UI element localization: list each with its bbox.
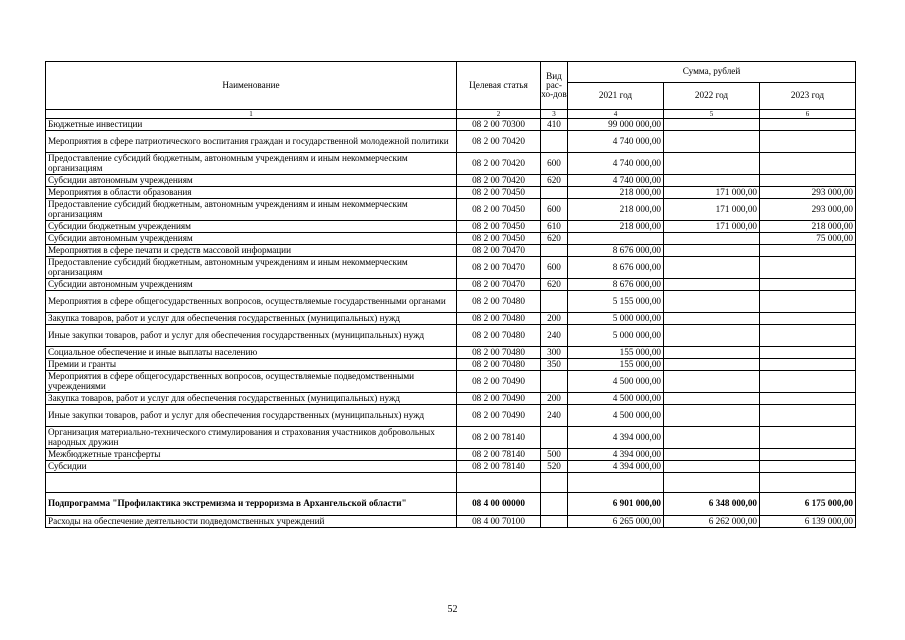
row-name: Межбюджетные трансферты <box>46 449 457 461</box>
row-amount-2022 <box>664 119 760 131</box>
row-target-code: 08 2 00 70450 <box>457 233 541 245</box>
row-amount-2022 <box>664 359 760 371</box>
row-amount-2022 <box>664 291 760 313</box>
row-name: Социальное обеспечение и иные выплаты населению <box>46 347 457 359</box>
row-target-code: 08 2 00 70490 <box>457 371 541 393</box>
row-amount-2022: 171 000,00 <box>664 221 760 233</box>
row-target-code: 08 2 00 70420 <box>457 175 541 187</box>
row-amount-2021: 6 901 000,00 <box>568 493 664 516</box>
col-num-1: 1 <box>46 110 457 119</box>
row-name: Субсидии автономным учреждениям <box>46 279 457 291</box>
row-amount-2021 <box>568 233 664 245</box>
row-amount-2021: 155 000,00 <box>568 359 664 371</box>
row-name: Предоставление субсидий бюджетным, автономным учреждениям и иным некоммерческим организациям <box>46 199 457 221</box>
row-name: Расходы на обеспечение деятельности подведомственных учреждений <box>46 516 457 528</box>
table-row <box>46 119 856 131</box>
table-row <box>46 313 856 325</box>
row-expense-type <box>541 427 568 449</box>
row-name: Субсидии автономным учреждениям <box>46 233 457 245</box>
table-row <box>46 516 856 528</box>
row-amount-2022 <box>664 449 760 461</box>
header-numbers-row <box>46 110 856 119</box>
row-amount-2023 <box>760 245 856 257</box>
row-expense-type <box>541 291 568 313</box>
col-num-3: 3 <box>541 110 568 119</box>
row-target-code: 08 2 00 70420 <box>457 153 541 175</box>
row-amount-2023 <box>760 279 856 291</box>
row-amount-2022 <box>664 233 760 245</box>
header-name: Наименование <box>46 62 457 110</box>
table-row <box>46 199 856 221</box>
row-expense-type: 240 <box>541 325 568 347</box>
row-amount-2023 <box>760 449 856 461</box>
table-row <box>46 153 856 175</box>
row-amount-2021: 218 000,00 <box>568 199 664 221</box>
row-amount-2021: 218 000,00 <box>568 221 664 233</box>
row-amount-2022 <box>664 461 760 473</box>
row-target-code <box>457 473 541 493</box>
row-amount-2022 <box>664 347 760 359</box>
row-amount-2023: 218 000,00 <box>760 221 856 233</box>
row-expense-type: 600 <box>541 257 568 279</box>
row-amount-2023: 293 000,00 <box>760 199 856 221</box>
row-name: Премии и гранты <box>46 359 457 371</box>
row-expense-type: 520 <box>541 461 568 473</box>
row-amount-2023 <box>760 359 856 371</box>
row-amount-2022 <box>664 175 760 187</box>
table-row <box>46 187 856 199</box>
row-amount-2023: 6 139 000,00 <box>760 516 856 528</box>
row-name: Подпрограмма "Профилактика экстремизма и терроризма в Архангельской области" <box>46 493 457 516</box>
row-target-code: 08 2 00 70420 <box>457 131 541 153</box>
row-amount-2022 <box>664 153 760 175</box>
row-amount-2023 <box>760 131 856 153</box>
row-amount-2023 <box>760 347 856 359</box>
row-target-code: 08 2 00 70480 <box>457 325 541 347</box>
row-amount-2021: 218 000,00 <box>568 187 664 199</box>
row-target-code: 08 2 00 70470 <box>457 245 541 257</box>
row-name: Субсидии <box>46 461 457 473</box>
row-amount-2023: 75 000,00 <box>760 233 856 245</box>
row-expense-type: 200 <box>541 393 568 405</box>
row-expense-type: 620 <box>541 279 568 291</box>
table-row <box>46 473 856 493</box>
row-expense-type: 600 <box>541 199 568 221</box>
col-num-2: 2 <box>457 110 541 119</box>
row-amount-2022 <box>664 131 760 153</box>
row-target-code: 08 2 00 78140 <box>457 427 541 449</box>
row-amount-2023 <box>760 175 856 187</box>
page-number: 52 <box>447 604 458 615</box>
row-amount-2022 <box>664 245 760 257</box>
row-amount-2023 <box>760 119 856 131</box>
table-row <box>46 131 856 153</box>
header-target: Целевая статья <box>457 62 541 110</box>
row-amount-2021: 4 740 000,00 <box>568 175 664 187</box>
row-expense-type <box>541 371 568 393</box>
row-target-code: 08 4 00 00000 <box>457 493 541 516</box>
row-expense-type <box>541 245 568 257</box>
row-name <box>46 473 457 493</box>
row-expense-type: 600 <box>541 153 568 175</box>
table-row <box>46 427 856 449</box>
row-amount-2022: 171 000,00 <box>664 199 760 221</box>
row-name: Организация материально-технического стимулирования и страхования участников добровольных народных дружин <box>46 427 457 449</box>
header-2023: 2023 год <box>760 83 856 110</box>
row-name: Иные закупки товаров, работ и услуг для обеспечения государственных (муниципальных) нужд <box>46 405 457 427</box>
table-row <box>46 393 856 405</box>
row-target-code: 08 2 00 70300 <box>457 119 541 131</box>
row-target-code: 08 2 00 70480 <box>457 291 541 313</box>
row-amount-2021: 4 500 000,00 <box>568 405 664 427</box>
table-row <box>46 175 856 187</box>
row-expense-type <box>541 131 568 153</box>
row-amount-2023: 6 175 000,00 <box>760 493 856 516</box>
row-amount-2023 <box>760 257 856 279</box>
col-num-5: 5 <box>664 110 760 119</box>
row-amount-2021: 4 394 000,00 <box>568 449 664 461</box>
row-amount-2021: 8 676 000,00 <box>568 257 664 279</box>
header-vid: Вид рас-хо-дов <box>541 62 568 110</box>
row-amount-2021: 4 740 000,00 <box>568 131 664 153</box>
header-2022: 2022 год <box>664 83 760 110</box>
row-name: Субсидии бюджетным учреждениям <box>46 221 457 233</box>
row-target-code: 08 2 00 70490 <box>457 393 541 405</box>
row-expense-type: 240 <box>541 405 568 427</box>
row-amount-2022: 6 262 000,00 <box>664 516 760 528</box>
row-target-code: 08 2 00 78140 <box>457 461 541 473</box>
row-amount-2022 <box>664 473 760 493</box>
col-num-6: 6 <box>760 110 856 119</box>
table-row <box>46 221 856 233</box>
row-name: Мероприятия в сфере общегосударственных вопросов, осуществляемые подведомственными учреждениями <box>46 371 457 393</box>
row-amount-2023 <box>760 473 856 493</box>
row-name: Предоставление субсидий бюджетным, автономным учреждениям и иным некоммерческим организациям <box>46 257 457 279</box>
row-amount-2022 <box>664 325 760 347</box>
row-name: Мероприятия в сфере общегосударственных вопросов, осуществляемые государственными органами <box>46 291 457 313</box>
row-amount-2023 <box>760 153 856 175</box>
row-name: Мероприятия в сфере печати и средств массовой информации <box>46 245 457 257</box>
row-name: Иные закупки товаров, работ и услуг для обеспечения государственных (муниципальных) нужд <box>46 325 457 347</box>
table-row <box>46 449 856 461</box>
row-amount-2021: 155 000,00 <box>568 347 664 359</box>
row-amount-2022 <box>664 279 760 291</box>
budget-table <box>45 61 856 528</box>
table-row <box>46 347 856 359</box>
row-amount-2022 <box>664 427 760 449</box>
header-sum: Сумма, рублей <box>568 62 856 83</box>
row-target-code: 08 2 00 70470 <box>457 257 541 279</box>
row-name: Мероприятия в сфере патриотического воспитания граждан и государственной молодежной политики <box>46 131 457 153</box>
row-amount-2022 <box>664 313 760 325</box>
row-amount-2023 <box>760 371 856 393</box>
table-row <box>46 405 856 427</box>
row-amount-2023 <box>760 427 856 449</box>
row-target-code: 08 2 00 70450 <box>457 199 541 221</box>
row-amount-2022 <box>664 405 760 427</box>
row-name: Предоставление субсидий бюджетным, автономным учреждениям и иным некоммерческим организациям <box>46 153 457 175</box>
row-target-code: 08 2 00 70490 <box>457 405 541 427</box>
row-amount-2022: 6 348 000,00 <box>664 493 760 516</box>
table-row <box>46 279 856 291</box>
row-expense-type: 610 <box>541 221 568 233</box>
table-row <box>46 461 856 473</box>
row-target-code: 08 2 00 70470 <box>457 279 541 291</box>
row-amount-2021: 5 000 000,00 <box>568 313 664 325</box>
row-expense-type: 300 <box>541 347 568 359</box>
row-expense-type <box>541 493 568 516</box>
row-expense-type: 620 <box>541 175 568 187</box>
row-amount-2021: 5 155 000,00 <box>568 291 664 313</box>
row-amount-2021: 4 394 000,00 <box>568 427 664 449</box>
row-target-code: 08 2 00 78140 <box>457 449 541 461</box>
row-name: Закупка товаров, работ и услуг для обеспечения государственных (муниципальных) нужд <box>46 393 457 405</box>
table-row <box>46 245 856 257</box>
row-name: Закупка товаров, работ и услуг для обеспечения государственных (муниципальных) нужд <box>46 313 457 325</box>
table-row <box>46 257 856 279</box>
header-row-top <box>46 62 856 83</box>
row-name: Мероприятия в области образования <box>46 187 457 199</box>
row-amount-2021: 5 000 000,00 <box>568 325 664 347</box>
table-row <box>46 291 856 313</box>
row-name: Бюджетные инвестиции <box>46 119 457 131</box>
table-row <box>46 359 856 371</box>
row-amount-2023 <box>760 405 856 427</box>
row-expense-type: 620 <box>541 233 568 245</box>
row-target-code: 08 2 00 70480 <box>457 359 541 371</box>
row-amount-2021: 4 394 000,00 <box>568 461 664 473</box>
row-target-code: 08 2 00 70480 <box>457 313 541 325</box>
row-amount-2023 <box>760 313 856 325</box>
row-amount-2023 <box>760 325 856 347</box>
row-target-code: 08 2 00 70450 <box>457 187 541 199</box>
row-expense-type: 200 <box>541 313 568 325</box>
row-expense-type <box>541 473 568 493</box>
table-row <box>46 493 856 516</box>
row-name: Субсидии автономным учреждениям <box>46 175 457 187</box>
row-target-code: 08 2 00 70450 <box>457 221 541 233</box>
row-amount-2022 <box>664 371 760 393</box>
row-amount-2021: 4 740 000,00 <box>568 153 664 175</box>
row-amount-2023 <box>760 393 856 405</box>
row-amount-2021: 6 265 000,00 <box>568 516 664 528</box>
header-2021: 2021 год <box>568 83 664 110</box>
row-amount-2021: 8 676 000,00 <box>568 245 664 257</box>
row-amount-2021: 8 676 000,00 <box>568 279 664 291</box>
row-amount-2022 <box>664 393 760 405</box>
table-row <box>46 371 856 393</box>
row-expense-type: 350 <box>541 359 568 371</box>
row-target-code: 08 4 00 70100 <box>457 516 541 528</box>
col-num-4: 4 <box>568 110 664 119</box>
row-amount-2023: 293 000,00 <box>760 187 856 199</box>
row-expense-type <box>541 187 568 199</box>
row-target-code: 08 2 00 70480 <box>457 347 541 359</box>
row-amount-2021 <box>568 473 664 493</box>
row-amount-2023 <box>760 291 856 313</box>
row-amount-2021: 99 000 000,00 <box>568 119 664 131</box>
table-row <box>46 325 856 347</box>
row-expense-type: 410 <box>541 119 568 131</box>
row-expense-type: 500 <box>541 449 568 461</box>
row-amount-2021: 4 500 000,00 <box>568 393 664 405</box>
row-amount-2022: 171 000,00 <box>664 187 760 199</box>
row-amount-2022 <box>664 257 760 279</box>
row-expense-type <box>541 516 568 528</box>
row-amount-2021: 4 500 000,00 <box>568 371 664 393</box>
row-amount-2023 <box>760 461 856 473</box>
table-row <box>46 233 856 245</box>
